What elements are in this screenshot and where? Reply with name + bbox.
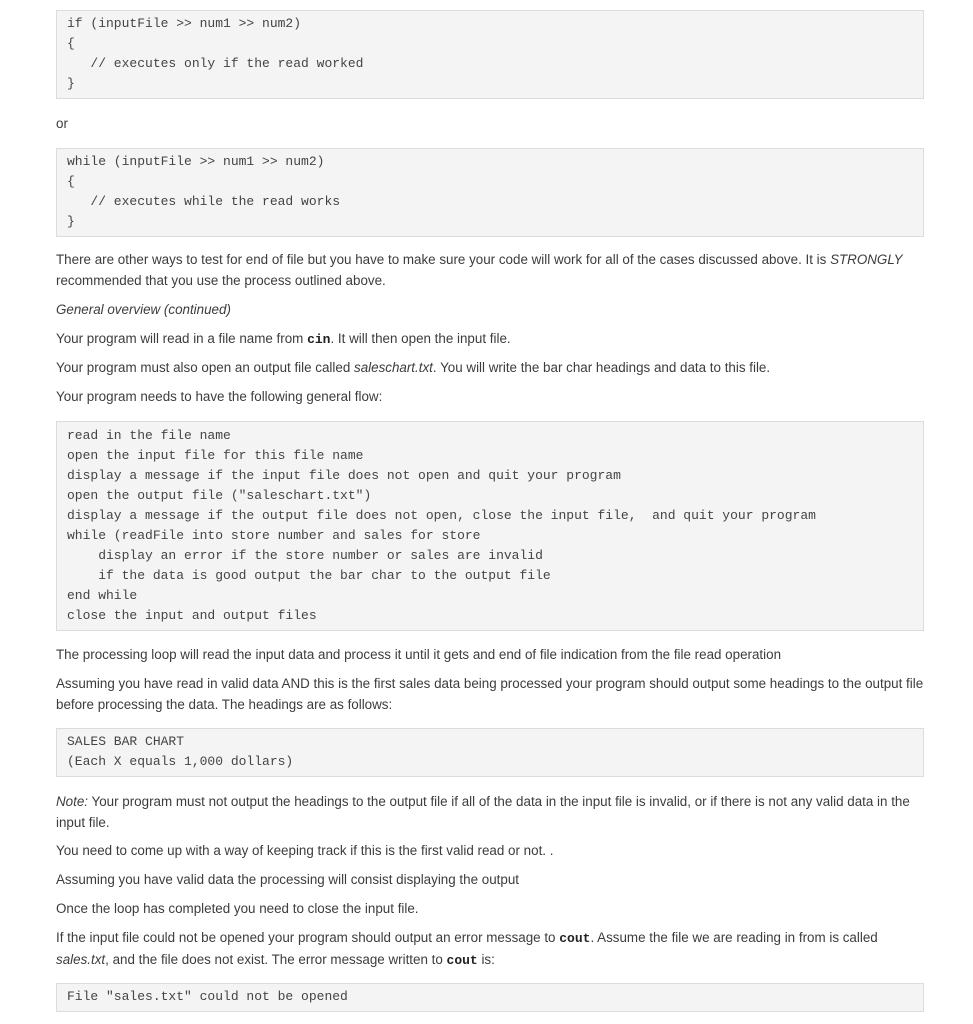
emphasis-note: Note: <box>56 794 89 809</box>
code-line: while (inputFile >> num1 >> num2) <box>67 154 325 169</box>
code-block-flow <box>56 421 924 631</box>
code-line: (Each X equals 1,000 dollars) <box>67 754 294 769</box>
paragraph-error: If the input file could not be opened your program should output an error message to cout. Assume the file we are reading in from is called sales.txt, and the file does not exist. The error message written to cout is: <box>56 930 878 968</box>
paragraph-output-file: Your program must also open an output file called saleschart.txt. You will write the bar char headings and data to this file. <box>56 360 771 375</box>
code-block-while <box>56 148 924 237</box>
code-line: { <box>67 174 75 189</box>
code-line: } <box>67 214 75 229</box>
section-subheading: General overview (continued) <box>56 302 231 317</box>
code-line: // executes while the read works <box>67 194 341 209</box>
paragraph-read-file: Your program will read in a file name from cin. It will then open the input file. <box>56 331 511 347</box>
paragraph-headings: Assuming you have read in valid data AND this is the first sales data being processed your program should output some headings to the output file before processing the data. The headings are as follows: <box>56 676 924 712</box>
code-line: // executes only if the read worked <box>67 56 364 71</box>
inline-code-cin: cin <box>307 332 331 347</box>
code-block-headings <box>56 728 924 777</box>
code-line: while (readFile into store number and sales for store <box>67 528 481 543</box>
inline-code-cout: cout <box>446 952 478 968</box>
code-block-error <box>56 983 924 1012</box>
code-line: close the input and output files <box>67 608 317 623</box>
code-line: read in the file name <box>67 428 231 443</box>
paragraph-loop: The processing loop will read the input data and process it until it gets and end of file indication from the file read operation <box>56 647 782 662</box>
paragraph-close: Once the loop has completed you need to close the input file. <box>56 901 419 916</box>
emphasis-strongly: STRONGLY <box>830 252 903 267</box>
paragraph-flow: Your program needs to have the following general flow: <box>56 389 383 404</box>
code-line: } <box>67 76 75 91</box>
code-line: if the data is good output the bar char to the output file <box>67 568 551 583</box>
code-line: open the output file ("saleschart.txt") <box>67 488 372 503</box>
emphasis-filename: sales.txt <box>56 951 106 967</box>
code-line: SALES BAR CHART <box>67 734 185 749</box>
code-line: open the input file for this file name <box>67 448 364 463</box>
code-line: File "sales.txt" could not be opened <box>67 989 348 1004</box>
code-line: if (inputFile >> num1 >> num2) <box>67 16 302 31</box>
emphasis-filename: saleschart.txt <box>354 360 433 375</box>
paragraph-track: You need to come up with a way of keeping track if this is the first valid read or not. . <box>56 843 554 858</box>
paragraph-note: Note: Your program must not output the headings to the output file if all of the data in the input file is invalid, or if there is not any valid data in the input file. <box>56 794 910 830</box>
code-line: display a message if the input file does not open and quit your program <box>67 468 621 483</box>
code-block-if <box>56 10 924 99</box>
code-line: display a message if the output file does not open, close the input file, and quit your program <box>67 508 816 523</box>
paragraph-other-ways: There are other ways to test for end of file but you have to make sure your code will work for all of the cases discussed above. It is STRONGLY recommended that you use the process outlined above. <box>56 252 903 288</box>
or-text: or <box>56 116 68 131</box>
code-line: { <box>67 36 75 51</box>
inline-code-cout: cout <box>559 931 591 946</box>
code-line: end while <box>67 588 138 603</box>
paragraph-valid: Assuming you have valid data the processing will consist displaying the output <box>56 872 519 887</box>
code-line: display an error if the store number or sales are invalid <box>67 548 543 563</box>
